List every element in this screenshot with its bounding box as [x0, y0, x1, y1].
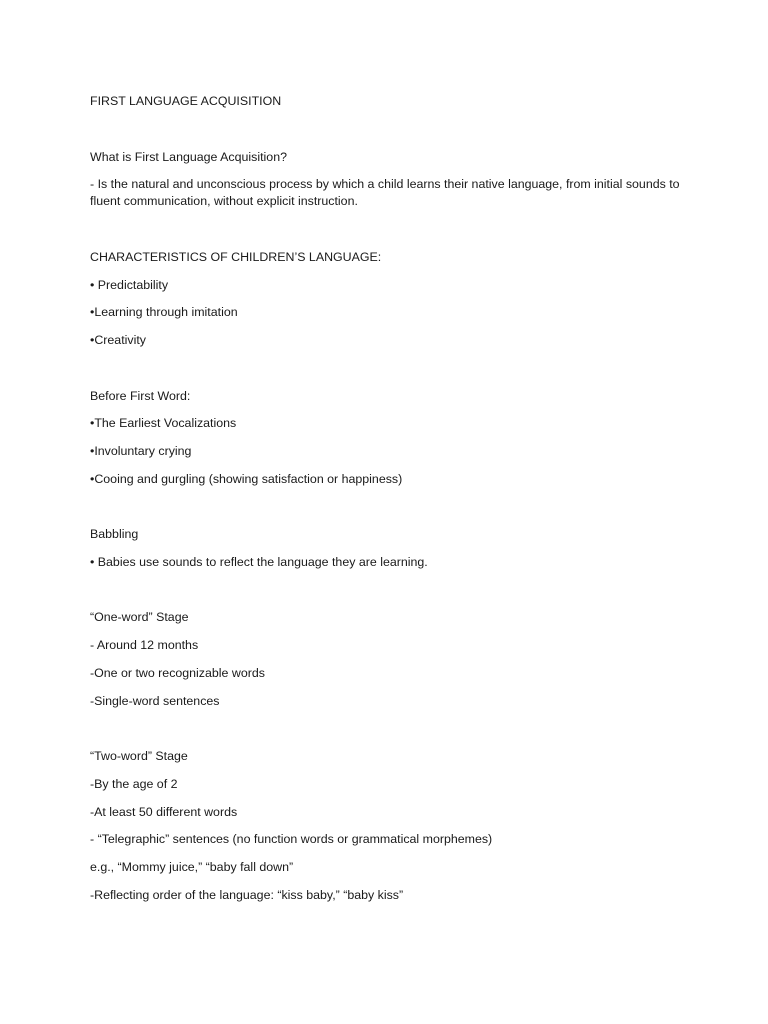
- list-item: -Reflecting order of the language: “kiss baby,” “baby kiss”: [90, 888, 404, 902]
- one-word-stage-heading: “One-word” Stage: [90, 610, 189, 624]
- before-first-word-heading: Before First Word:: [90, 389, 191, 403]
- list-item: •Creativity: [90, 333, 146, 347]
- list-item: • Predictability: [90, 278, 169, 292]
- list-item: - Around 12 months: [90, 638, 199, 652]
- list-item: - “Telegraphic” sentences (no function words or grammatical morphemes): [90, 832, 493, 846]
- list-item: e.g., “Mommy juice,” “baby fall down”: [90, 860, 294, 874]
- two-word-stage-heading: “Two-word” Stage: [90, 749, 188, 763]
- question-heading: What is First Language Acquisition?: [90, 150, 287, 164]
- list-item: -Single-word sentences: [90, 694, 220, 708]
- list-item: • Babies use sounds to reflect the language they are learning.: [90, 555, 428, 569]
- babbling-heading: Babbling: [90, 527, 139, 541]
- list-item: •Involuntary crying: [90, 444, 192, 458]
- question-answer: - Is the natural and unconscious process by which a child learns their native language, from initial sounds to fluent communication, without explicit instruction.: [90, 177, 680, 208]
- list-item: •Cooing and gurgling (showing satisfaction or happiness): [90, 472, 403, 486]
- list-item: •Learning through imitation: [90, 305, 238, 319]
- list-item: -At least 50 different words: [90, 805, 238, 819]
- document-title: FIRST LANGUAGE ACQUISITION: [90, 94, 282, 108]
- list-item: -One or two recognizable words: [90, 666, 265, 680]
- list-item: -By the age of 2: [90, 777, 178, 791]
- characteristics-heading: CHARACTERISTICS OF CHILDREN’S LANGUAGE:: [90, 250, 382, 264]
- list-item: •The Earliest Vocalizations: [90, 416, 237, 430]
